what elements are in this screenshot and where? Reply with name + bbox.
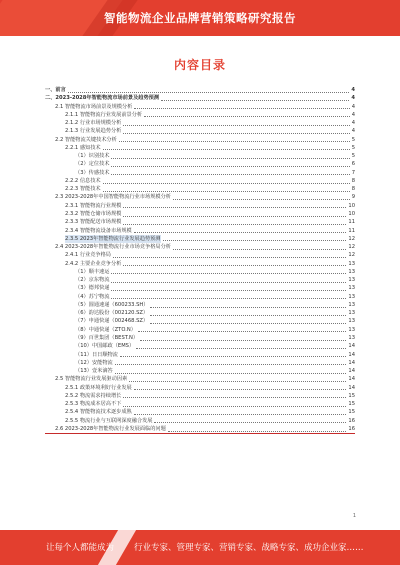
toc-entry[interactable] [45, 334, 355, 342]
toc-entry-page: 12 [348, 235, 355, 242]
toc-entry[interactable] [45, 144, 355, 152]
toc-entry-page: 4 [351, 120, 355, 127]
toc-entry-page: 13 [348, 334, 355, 341]
toc-entry[interactable] [45, 160, 355, 168]
toc-entry[interactable] [45, 359, 355, 367]
toc-entry[interactable] [45, 367, 355, 375]
toc-entry[interactable] [45, 136, 355, 144]
toc-entry[interactable] [45, 111, 355, 119]
footer-slogan-right: 行业专家、管理专家、营销专家、战略专家、成功企业家…… [134, 543, 364, 553]
toc-entry-page: 13 [348, 310, 355, 317]
toc-entry-title: 2.4.2 主要企业竞争分析 [65, 260, 122, 267]
toc-entry-title: 2.2.1 感知技术 [65, 144, 101, 151]
toc-leader-dots [111, 286, 346, 291]
toc-leader-dots [115, 369, 347, 374]
toc-entry[interactable] [45, 351, 355, 359]
page-number: 1 [352, 513, 356, 519]
toc-entry[interactable] [45, 425, 355, 434]
toc-entry[interactable] [45, 243, 355, 251]
toc-entry[interactable] [45, 86, 355, 94]
toc-entry-title: 2.2.2 信息技术 [65, 177, 101, 184]
toc-leader-dots [103, 187, 350, 192]
toc-leader-dots [103, 145, 350, 150]
toc-entry[interactable] [45, 185, 355, 193]
toc-leader-dots [115, 360, 347, 365]
toc-entry[interactable] [45, 417, 355, 425]
toc-entry-title: （3）传感技术 [75, 169, 110, 176]
toc-entry-page: 13 [348, 318, 355, 325]
toc-entry-title: 2.3.5 2023年智能物流行业发展趋势预测 [65, 235, 161, 242]
toc-leader-dots [144, 112, 350, 117]
toc-entry[interactable] [45, 309, 355, 317]
toc-entry[interactable] [45, 177, 355, 185]
toc-entry-title: （2）京东物流 [75, 277, 110, 284]
toc-entry[interactable] [45, 260, 355, 268]
toc-entry[interactable] [45, 103, 355, 111]
toc-entry-title: 2.5.2 物流需求持续增长 [65, 392, 122, 399]
toc-entry-title: 2.5.1 政策环境利好行业发展 [65, 384, 132, 391]
toc-entry[interactable] [45, 169, 355, 177]
toc-entry[interactable] [45, 152, 355, 160]
toc-entry-title: 2.1 智能物流市场前景及规模分析 [55, 103, 133, 110]
toc-entry-page: 14 [348, 351, 355, 358]
toc-entry-page: 13 [348, 326, 355, 333]
toc-entry-title: 2.1.1 智能物流行业发展前景分析 [65, 111, 143, 118]
toc-entry[interactable] [45, 326, 355, 334]
toc-entry-title: 2.3.3 智能配送市场规模 [65, 219, 122, 226]
toc-entry[interactable] [45, 276, 355, 284]
toc-entry-title: （8）中通快递（ZTO.N） [75, 326, 136, 333]
toc-entry[interactable] [45, 400, 355, 408]
toc-entry-page: 8 [351, 186, 355, 193]
toc-entry-page: 4 [351, 103, 355, 110]
toc-leader-dots [120, 352, 346, 357]
toc-entry-page: 13 [348, 260, 355, 267]
toc-entry-title: 2.2.3 智能技术 [65, 186, 101, 193]
toc-entry[interactable] [45, 375, 355, 383]
toc-entry-page: 15 [348, 392, 355, 399]
toc-leader-dots [134, 385, 347, 390]
toc-leader-dots [103, 179, 350, 184]
toc-entry-page: 4 [351, 111, 355, 118]
toc-entry-title: 2.4 2023-2028年智能物流行业市场竞争格局分析 [55, 244, 171, 251]
toc-leader-dots [150, 303, 346, 308]
toc-entry[interactable] [45, 94, 355, 102]
report-footer [0, 530, 400, 565]
toc-leader-dots [68, 88, 350, 93]
toc-entry-title: 2.4.1 行业竞争格局 [65, 252, 111, 259]
toc-leader-dots [111, 294, 346, 299]
toc-heading: 内容目录 [173, 58, 226, 72]
toc-entry-page: 13 [348, 293, 355, 300]
toc-leader-dots [129, 377, 346, 382]
toc-entry[interactable] [45, 392, 355, 400]
toc-entry[interactable] [45, 268, 355, 276]
toc-leader-dots [168, 427, 347, 432]
toc-entry[interactable] [45, 284, 355, 292]
toc-entry-page: 5 [351, 153, 355, 160]
toc-entry[interactable] [45, 293, 355, 301]
toc-entry[interactable] [45, 193, 355, 201]
toc-entry-title: 2.5.5 物流行业与互联网深度融合发展 [65, 417, 153, 424]
toc-entry-page: 10 [348, 210, 355, 217]
toc-leader-dots [134, 410, 347, 415]
toc-entry[interactable] [45, 227, 355, 235]
toc-entry[interactable] [45, 342, 355, 350]
toc-entry-title: 2.2 智能物流关键技术分析 [55, 136, 117, 143]
toc-entry-title: 一、前言 [45, 87, 66, 93]
toc-leader-dots [123, 129, 349, 134]
report-title: 智能物流企业品牌营销策略研究报告 [104, 11, 296, 25]
toc-entry[interactable] [45, 408, 355, 416]
toc-leader-dots [111, 170, 349, 175]
toc-leader-dots [136, 344, 346, 349]
toc-entry-title: （3）德邦快递 [75, 285, 110, 292]
toc-entry-title: 2.6 2023-2028年智能物流行业发展面临的问题 [55, 425, 166, 432]
toc-leader-dots [111, 278, 346, 283]
toc-entry-page: 14 [348, 359, 355, 366]
toc-entry-page: 7 [351, 169, 355, 176]
toc-entry-title: 2.3.2 智能仓储市场规模 [65, 210, 122, 217]
toc-entry[interactable] [45, 202, 355, 210]
toc-entry-title: 二、2023-2028年智能物流市场前景及趋势预测 [45, 95, 160, 102]
toc-entry-page: 6 [351, 161, 355, 168]
toc-entry-title: （9）百世集团（BEST.N） [75, 334, 139, 341]
toc-leader-dots [138, 327, 346, 332]
toc-entry-title: （10）中国邮政（EMS） [75, 343, 135, 350]
toc-entry-page: 14 [348, 384, 355, 391]
toc-leader-dots [134, 228, 347, 233]
toc-entry-title: 2.1.3 行业发展趋势分析 [65, 128, 122, 135]
toc-entry[interactable] [45, 251, 355, 259]
toc-entry-title: 2.5.3 物流成本居高不下 [65, 401, 122, 408]
toc-entry-title: （1）识别技术 [75, 153, 110, 160]
toc-entry-title: 2.3.4 智能物流设备市场规模 [65, 227, 132, 234]
toc-entry-title: 2.3 2023-2028年中国智能物流行业市场规模分析 [55, 194, 171, 201]
toc-leader-dots [123, 402, 346, 407]
toc-entry-page: 13 [348, 277, 355, 284]
toc-leader-dots [173, 245, 346, 250]
toc-leader-dots [119, 137, 350, 142]
toc-entry-page: 5 [351, 144, 355, 151]
toc-leader-dots [111, 162, 349, 167]
toc-entry-title: （7）申通快递（002468.SZ） [75, 318, 149, 325]
toc-entry-title: 2.3.1 智能物流行业规模 [65, 202, 122, 209]
toc-leader-dots [113, 253, 346, 258]
toc-entry-page: 13 [348, 268, 355, 275]
toc-entry-title: （12）安能物流 [75, 359, 113, 366]
toc-entry-page: 5 [351, 136, 355, 143]
table-of-contents [45, 86, 355, 434]
toc-entry-page: 4 [351, 87, 355, 93]
toc-leader-dots [150, 311, 346, 316]
toc-leader-dots [123, 121, 349, 126]
toc-entry-title: （11）日日顺物流 [75, 351, 118, 358]
toc-leader-dots [123, 393, 346, 398]
toc-entry-page: 13 [348, 301, 355, 308]
toc-leader-dots [150, 319, 346, 324]
toc-entry-page: 15 [348, 401, 355, 408]
toc-entry-title: （1）顺丰速运 [75, 268, 110, 275]
toc-entry-page: 15 [348, 409, 355, 416]
toc-entry-page: 16 [348, 425, 355, 432]
toc-entry-page: 14 [348, 343, 355, 350]
toc-entry[interactable] [45, 301, 355, 309]
toc-entry[interactable] [45, 317, 355, 325]
toc-entry-page: 12 [348, 252, 355, 259]
toc-entry[interactable] [45, 218, 355, 226]
toc-entry[interactable] [45, 210, 355, 218]
toc-leader-dots [123, 220, 346, 225]
toc-entry-page: 11 [348, 227, 355, 234]
toc-entry-page: 11 [348, 219, 355, 226]
footer-slogan-left: 让每个人都能成为 [46, 543, 115, 553]
toc-entry-page: 4 [351, 95, 355, 102]
toc-entry-page: 4 [351, 128, 355, 135]
toc-entry-page: 12 [348, 244, 355, 251]
toc-entry-page: 10 [348, 202, 355, 209]
toc-entry-page: 16 [348, 417, 355, 424]
toc-leader-dots [163, 236, 347, 241]
toc-entry-title: （4）苏宁物流 [75, 293, 110, 300]
toc-entry-title: （6）韵达股份（002120.SZ） [75, 310, 149, 317]
toc-entry-title: （2）定位技术 [75, 161, 110, 168]
toc-leader-dots [111, 154, 349, 159]
toc-leader-dots [161, 96, 349, 101]
toc-entry-title: 2.5 智能物流行业发展驱动因素 [55, 376, 128, 383]
toc-entry-page: 13 [348, 285, 355, 292]
toc-leader-dots [154, 418, 346, 423]
toc-leader-dots [140, 336, 346, 341]
report-header [0, 0, 400, 36]
toc-leader-dots [123, 212, 346, 217]
toc-entry[interactable] [45, 119, 355, 127]
toc-leader-dots [123, 261, 346, 266]
toc-entry-page: 14 [348, 368, 355, 375]
toc-entry[interactable] [45, 235, 355, 243]
toc-entry-title: 2.5.4 智能物流技术逐步成熟 [65, 409, 132, 416]
toc-entry[interactable] [45, 384, 355, 392]
toc-leader-dots [123, 203, 346, 208]
toc-leader-dots [134, 104, 349, 109]
toc-leader-dots [111, 269, 346, 274]
toc-entry[interactable] [45, 127, 355, 135]
toc-leader-dots [173, 195, 350, 200]
toc-entry-page: 14 [348, 376, 355, 383]
toc-entry-page: 9 [351, 194, 355, 201]
toc-entry-page: 8 [351, 177, 355, 184]
toc-entry-title: 2.1.2 行业市场规模分析 [65, 120, 122, 127]
toc-entry-title: （5）圆通速递（600233.SH） [75, 301, 149, 308]
toc-entry-title: （13）壹米滴答 [75, 368, 113, 375]
